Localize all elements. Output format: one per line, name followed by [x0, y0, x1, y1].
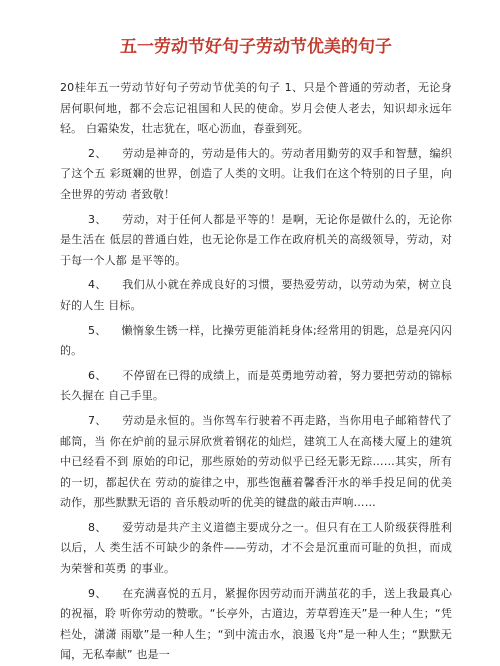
paragraph-4: 4、 我们从小就在养成良好的习惯，要热爱劳动，以劳动为荣，树立良好的人生 目标。 — [60, 278, 452, 312]
paragraph-6: 6、 不停留在已得的成绩上，而是英勇地劳动着，努力要把劳动的锦标长久握在 自己手里。 — [60, 368, 452, 403]
document-title: 五一劳动节好句子劳动节优美的句子 — [120, 37, 392, 57]
paragraph-2: 2、 劳动是神奇的，劳动是伟大的。劳动者用勤劳的双手和智慧，编织了这个五 彩斑斓的世界，创造了人类的文明。让我们在这个特别的日子里，向全世界的劳动 者致敬！ — [60, 146, 452, 201]
paragraph-9: 9、 在充满喜悦的五月，紧握你因劳动而开满茧花的手，送上我最真心的祝福，聆 听你劳动的赞歌。“长亭外，古道边，芳草碧连天”是一种人生；“凭栏处，潇潇 雨歇”是一种人生；“到中流击水，浪遏飞舟”是一种人生；“默默无闻，无私奉献” 也是一 — [60, 586, 452, 662]
paragraph-5: 5、 懒惰象生锈一样，比操劳更能消耗身体;经常用的钥匙，总是亮闪闪的。 — [60, 323, 452, 358]
document-body — [60, 78, 452, 666]
paragraph-8: 8、 爱劳动是共产主义道德主要成分之一。但只有在工人阶级获得胜利以后，人 类生活不可缺少的条件——劳动，才不会是沉重而可耻的负担，而成为荣誉和英勇 的事业。 — [60, 520, 452, 576]
paragraph-1: 20桂年五一劳动节好句子劳动节优美的句子 1、只是个普通的劳动者，无论身 居何职何地，都不会忘记祖国和人民的使命。岁月会使人老去，知识却永远年轻。 白霜染发，壮志犹在，呕心沥血，春蚕到死。 — [60, 81, 452, 136]
paragraph-7: 7、 劳动是永恒的。当你驾车行驶着不再走路，当你用电子邮箱替代了邮筒，当 你在炉前的显示屏欣赏着钢花的灿烂，建筑工人在高楼大厦上的建筑中已经看不到 原始的印记，那些原始的劳动似乎已经无影无踪……其实，所有的一切，都起伏在 劳动的旋律之中，那些饱蘸着馨香汗水的举手投足间的优美动作，那些默默无语的 音乐般动听的优美的键盘的敲击声响…… — [60, 413, 452, 510]
paragraph-3: 3、 劳动，对于任何人都是平等的！是啊，无论你是做什么的，无论你是生活在 低层的普通白姓，也无论你是工作在政府机关的高级领导，劳动，对于每一个人都 是平等的。 — [60, 212, 452, 267]
